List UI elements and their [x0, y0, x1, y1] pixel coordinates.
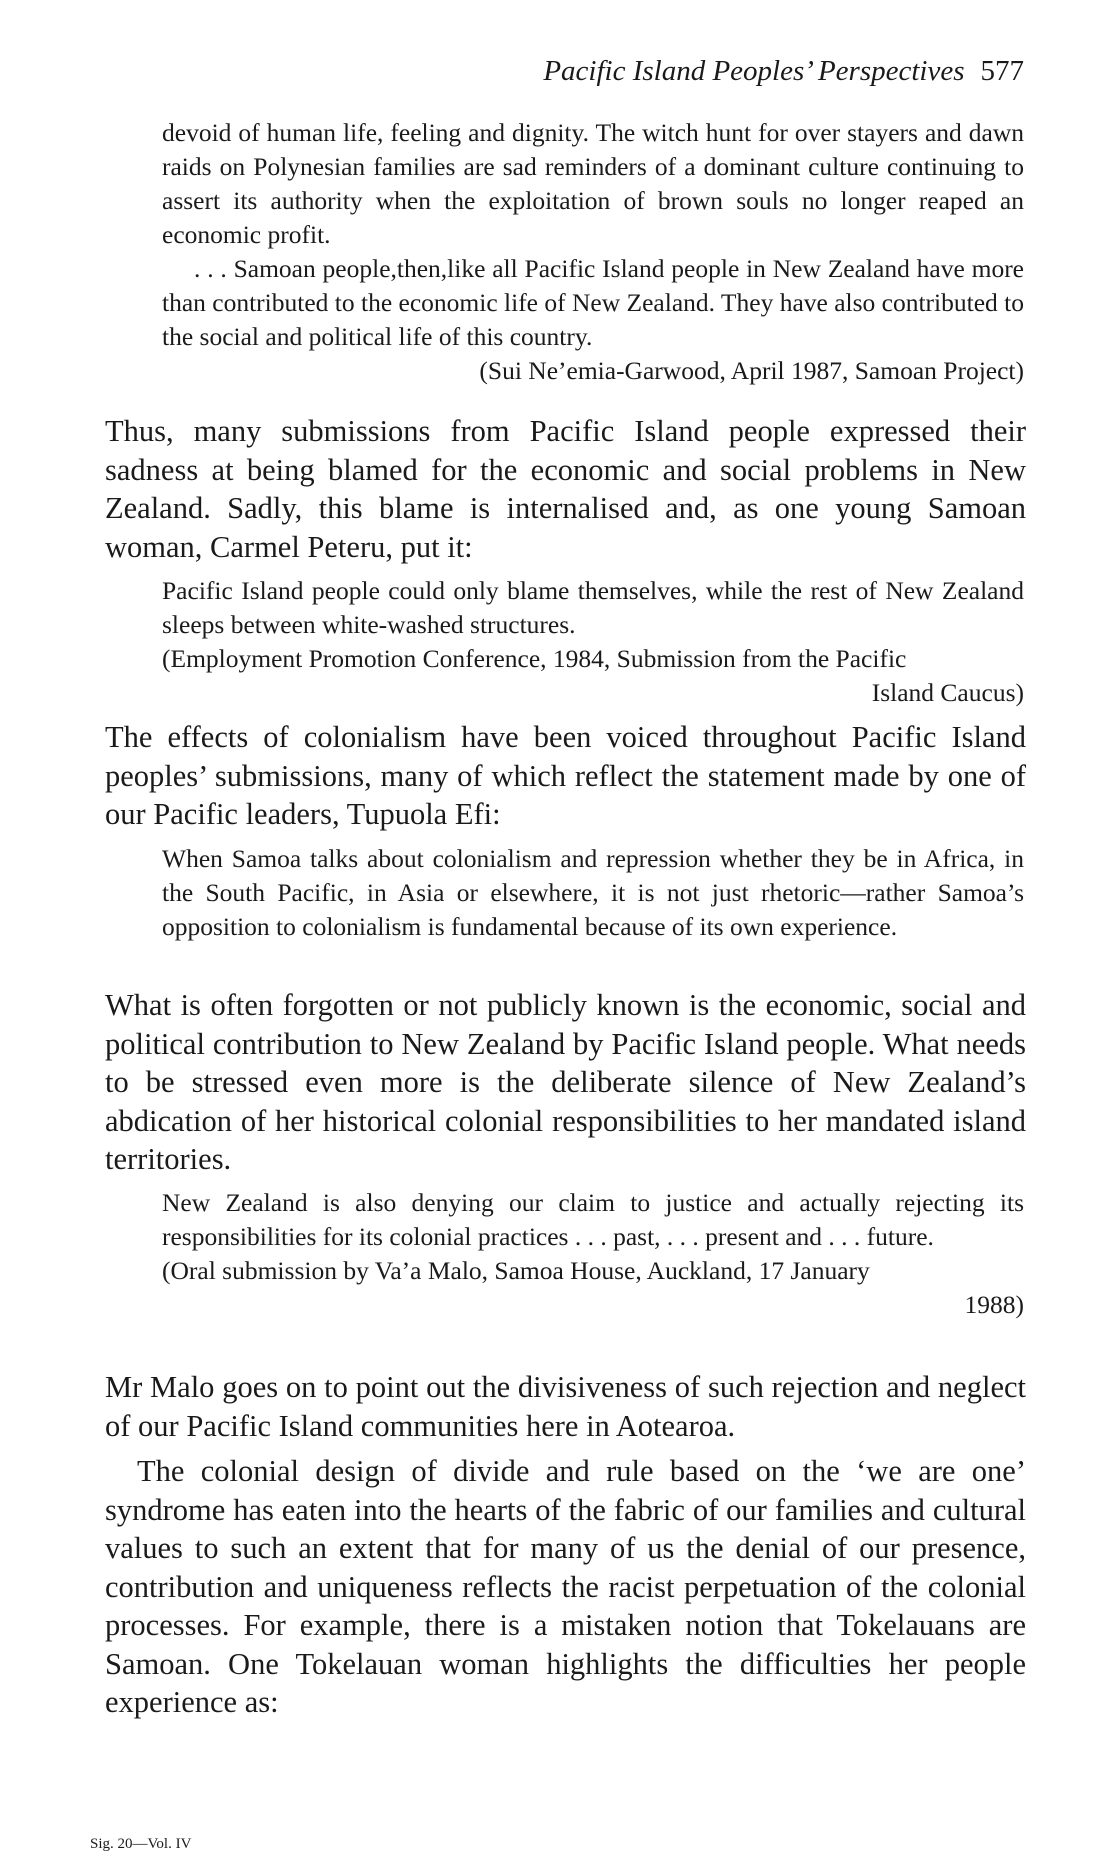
quote-2-source-line-1: (Employment Promotion Conference, 1984, Submission from the Pacific — [162, 644, 907, 673]
body-paragraph-1 — [105, 412, 1026, 566]
block-quote-2 — [162, 574, 1024, 710]
block-quote-4 — [162, 1186, 1024, 1322]
quote-4-source-line-1: (Oral submission by Va’a Malo, Samoa House, Auckland, 17 January — [162, 1256, 870, 1285]
quote-3-text: When Samoa talks about colonialism and repression whether they be in Africa, in the South Pacific, in Asia or elsewhere, it is not just rhetoric—rather Samoa’s opposition to colonialism is fundamental because of its own experience. — [162, 844, 1024, 941]
signature-mark: Sig. 20—Vol. IV — [90, 1836, 192, 1852]
block-quote-1 — [162, 116, 1024, 388]
page-number: 577 — [980, 55, 1024, 87]
quote-4-source-line-2: 1988) — [964, 1290, 1024, 1319]
quote-2-source-line-2: Island Caucus) — [871, 678, 1024, 707]
paragraph-5-text: The colonial design of divide and rule based on the ‘we are one’ syndrome has eaten into the hearts of the fabric of our families and cultural values to such an extent that for many of us the denial of our presence, contribution and uniqueness reflects the racist perpetuation of the colonial processes. For example, there is a mistaken notion that Tokelauans are Samoan. One Tokelauan woman highlights the difficulties her people experience as: — [105, 1454, 1026, 1719]
running-header-title: Pacific Island Peoples’ Perspectives — [543, 55, 965, 87]
quote-1-paragraph-2: . . . Samoan people,then,like all Pacific Island people in New Zealand have more than contributed to the economic life of New Zealand. They have also contributed to the social and political life of this country. — [162, 254, 1024, 351]
block-quote-3 — [162, 842, 1024, 944]
paragraph-2-text: The effects of colonialism have been voiced throughout Pacific Island peoples’ submissions, many of which reflect the statement made by one of our Pacific leaders, Tupuola Efi: — [105, 720, 1026, 831]
running-header — [543, 55, 1024, 88]
quote-1-source: (Sui Ne’emia-Garwood, April 1987, Samoan Project) — [479, 356, 1024, 385]
body-paragraph-2 — [105, 718, 1026, 834]
paragraph-1-text: Thus, many submissions from Pacific Island people expressed their sadness at being blamed for the economic and social problems in New Zealand. Sadly, this blame is internalised and, as one young Samoan woman, Carmel Peteru, put it: — [105, 414, 1026, 564]
body-paragraph-4 — [105, 1368, 1026, 1445]
paragraph-4-text: Mr Malo goes on to point out the divisiveness of such rejection and neglect of our Pacific Island communities here in Aotearoa. — [105, 1370, 1026, 1443]
quote-1-paragraph-1: devoid of human life, feeling and dignity. The witch hunt for over stayers and dawn raids on Polynesian families are sad reminders of a dominant culture continuing to assert its authority when the exploitation of brown souls no longer reaped an economic profit. — [162, 118, 1024, 249]
quote-4-text: New Zealand is also denying our claim to justice and actually rejecting its responsibilities for its colonial practices . . . past, . . . present and . . . future. — [162, 1188, 1024, 1251]
body-paragraph-5 — [105, 1452, 1026, 1722]
body-paragraph-3 — [105, 986, 1026, 1179]
quote-2-text: Pacific Island people could only blame themselves, while the rest of New Zealand sleeps between white-washed structures. — [162, 576, 1024, 639]
paragraph-3-text: What is often forgotten or not publicly known is the economic, social and political contribution to New Zealand by Pacific Island people. What needs to be stressed even more is the deliberate silence of New Zealand’s abdication of her historical colonial responsibilities to her mandated island territories. — [105, 988, 1026, 1176]
